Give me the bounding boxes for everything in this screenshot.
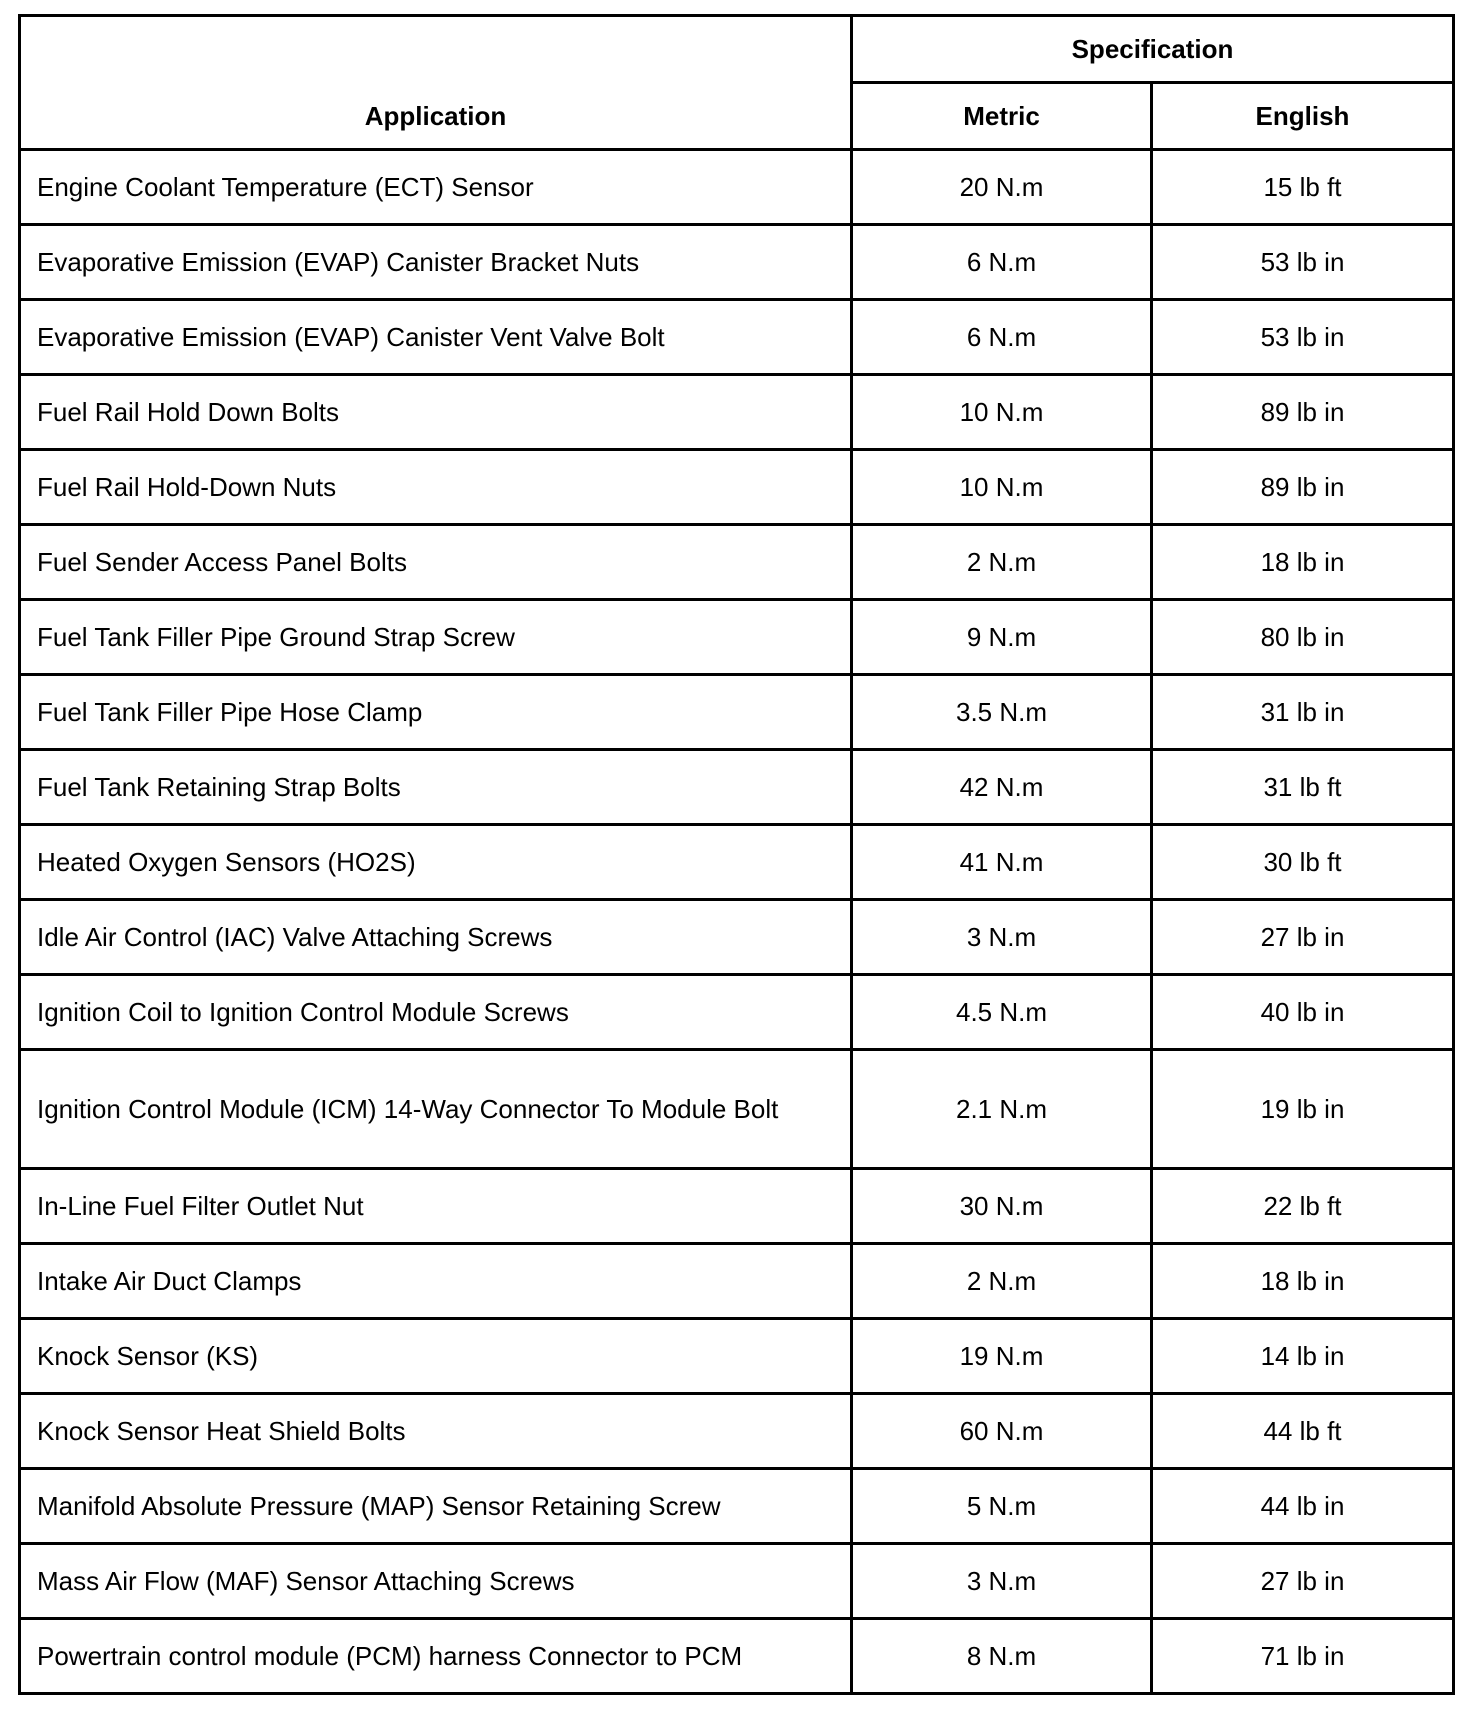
application-cell: Fuel Tank Filler Pipe Ground Strap Screw [20, 600, 852, 675]
english-cell: 44 lb ft [1152, 1394, 1454, 1469]
english-cell: 27 lb in [1152, 1544, 1454, 1619]
application-cell: Ignition Control Module (ICM) 14-Way Connector To Module Bolt [20, 1050, 852, 1169]
english-cell: 19 lb in [1152, 1050, 1454, 1169]
application-cell: Engine Coolant Temperature (ECT) Sensor [20, 150, 852, 225]
table-row [20, 450, 1454, 525]
metric-cell: 10 N.m [852, 375, 1152, 450]
table-row [20, 600, 1454, 675]
english-cell: 18 lb in [1152, 525, 1454, 600]
application-cell: Heated Oxygen Sensors (HO2S) [20, 825, 852, 900]
table-row [20, 1319, 1454, 1394]
english-cell: 53 lb in [1152, 225, 1454, 300]
metric-cell: 10 N.m [852, 450, 1152, 525]
english-cell: 31 lb ft [1152, 750, 1454, 825]
application-cell: Manifold Absolute Pressure (MAP) Sensor Retaining Screw [20, 1469, 852, 1544]
metric-cell: 4.5 N.m [852, 975, 1152, 1050]
application-cell: Evaporative Emission (EVAP) Canister Vent Valve Bolt [20, 300, 852, 375]
metric-cell: 2 N.m [852, 525, 1152, 600]
table-row [20, 975, 1454, 1050]
header-row-top [20, 16, 1454, 83]
table-row [20, 1169, 1454, 1244]
metric-cell: 6 N.m [852, 225, 1152, 300]
metric-cell: 60 N.m [852, 1394, 1152, 1469]
application-cell: Knock Sensor Heat Shield Bolts [20, 1394, 852, 1469]
table-row [20, 1394, 1454, 1469]
metric-cell: 19 N.m [852, 1319, 1152, 1394]
metric-cell: 5 N.m [852, 1469, 1152, 1544]
table-row [20, 1619, 1454, 1694]
table-row [20, 675, 1454, 750]
table-row [20, 150, 1454, 225]
table-body [20, 150, 1454, 1694]
table-row [20, 525, 1454, 600]
metric-cell: 3 N.m [852, 1544, 1152, 1619]
english-cell: 89 lb in [1152, 375, 1454, 450]
english-cell: 27 lb in [1152, 900, 1454, 975]
fastener-specification-table [18, 14, 1455, 1695]
english-cell: 89 lb in [1152, 450, 1454, 525]
metric-cell: 2 N.m [852, 1244, 1152, 1319]
application-cell: Fuel Tank Retaining Strap Bolts [20, 750, 852, 825]
application-cell: Fuel Tank Filler Pipe Hose Clamp [20, 675, 852, 750]
english-cell: 31 lb in [1152, 675, 1454, 750]
application-cell: Idle Air Control (IAC) Valve Attaching Screws [20, 900, 852, 975]
metric-cell: 2.1 N.m [852, 1050, 1152, 1169]
metric-cell: 9 N.m [852, 600, 1152, 675]
application-cell: Ignition Coil to Ignition Control Module Screws [20, 975, 852, 1050]
application-cell: Fuel Rail Hold-Down Nuts [20, 450, 852, 525]
application-cell: Intake Air Duct Clamps [20, 1244, 852, 1319]
english-cell: 40 lb in [1152, 975, 1454, 1050]
english-cell: 22 lb ft [1152, 1169, 1454, 1244]
metric-cell: 30 N.m [852, 1169, 1152, 1244]
application-cell: Mass Air Flow (MAF) Sensor Attaching Screws [20, 1544, 852, 1619]
application-cell: In-Line Fuel Filter Outlet Nut [20, 1169, 852, 1244]
english-header: English [1152, 83, 1454, 150]
metric-cell: 3 N.m [852, 900, 1152, 975]
english-cell: 71 lb in [1152, 1619, 1454, 1694]
table-row [20, 1469, 1454, 1544]
application-cell: Evaporative Emission (EVAP) Canister Bracket Nuts [20, 225, 852, 300]
table-row [20, 375, 1454, 450]
metric-cell: 41 N.m [852, 825, 1152, 900]
metric-cell: 42 N.m [852, 750, 1152, 825]
english-cell: 44 lb in [1152, 1469, 1454, 1544]
table-row [20, 1050, 1454, 1169]
english-cell: 53 lb in [1152, 300, 1454, 375]
application-cell: Fuel Sender Access Panel Bolts [20, 525, 852, 600]
table-row [20, 225, 1454, 300]
specification-header: Specification [852, 16, 1454, 83]
english-cell: 30 lb ft [1152, 825, 1454, 900]
table-row [20, 300, 1454, 375]
table-header [20, 16, 1454, 150]
metric-cell: 8 N.m [852, 1619, 1152, 1694]
table-row [20, 750, 1454, 825]
table-row [20, 1544, 1454, 1619]
application-cell: Knock Sensor (KS) [20, 1319, 852, 1394]
metric-header: Metric [852, 83, 1152, 150]
english-cell: 18 lb in [1152, 1244, 1454, 1319]
metric-cell: 20 N.m [852, 150, 1152, 225]
application-cell: Fuel Rail Hold Down Bolts [20, 375, 852, 450]
table-row [20, 825, 1454, 900]
table-row [20, 1244, 1454, 1319]
application-header: Application [20, 16, 852, 150]
english-cell: 14 lb in [1152, 1319, 1454, 1394]
metric-cell: 6 N.m [852, 300, 1152, 375]
english-cell: 80 lb in [1152, 600, 1454, 675]
metric-cell: 3.5 N.m [852, 675, 1152, 750]
table-row [20, 900, 1454, 975]
application-cell: Powertrain control module (PCM) harness Connector to PCM [20, 1619, 852, 1694]
english-cell: 15 lb ft [1152, 150, 1454, 225]
